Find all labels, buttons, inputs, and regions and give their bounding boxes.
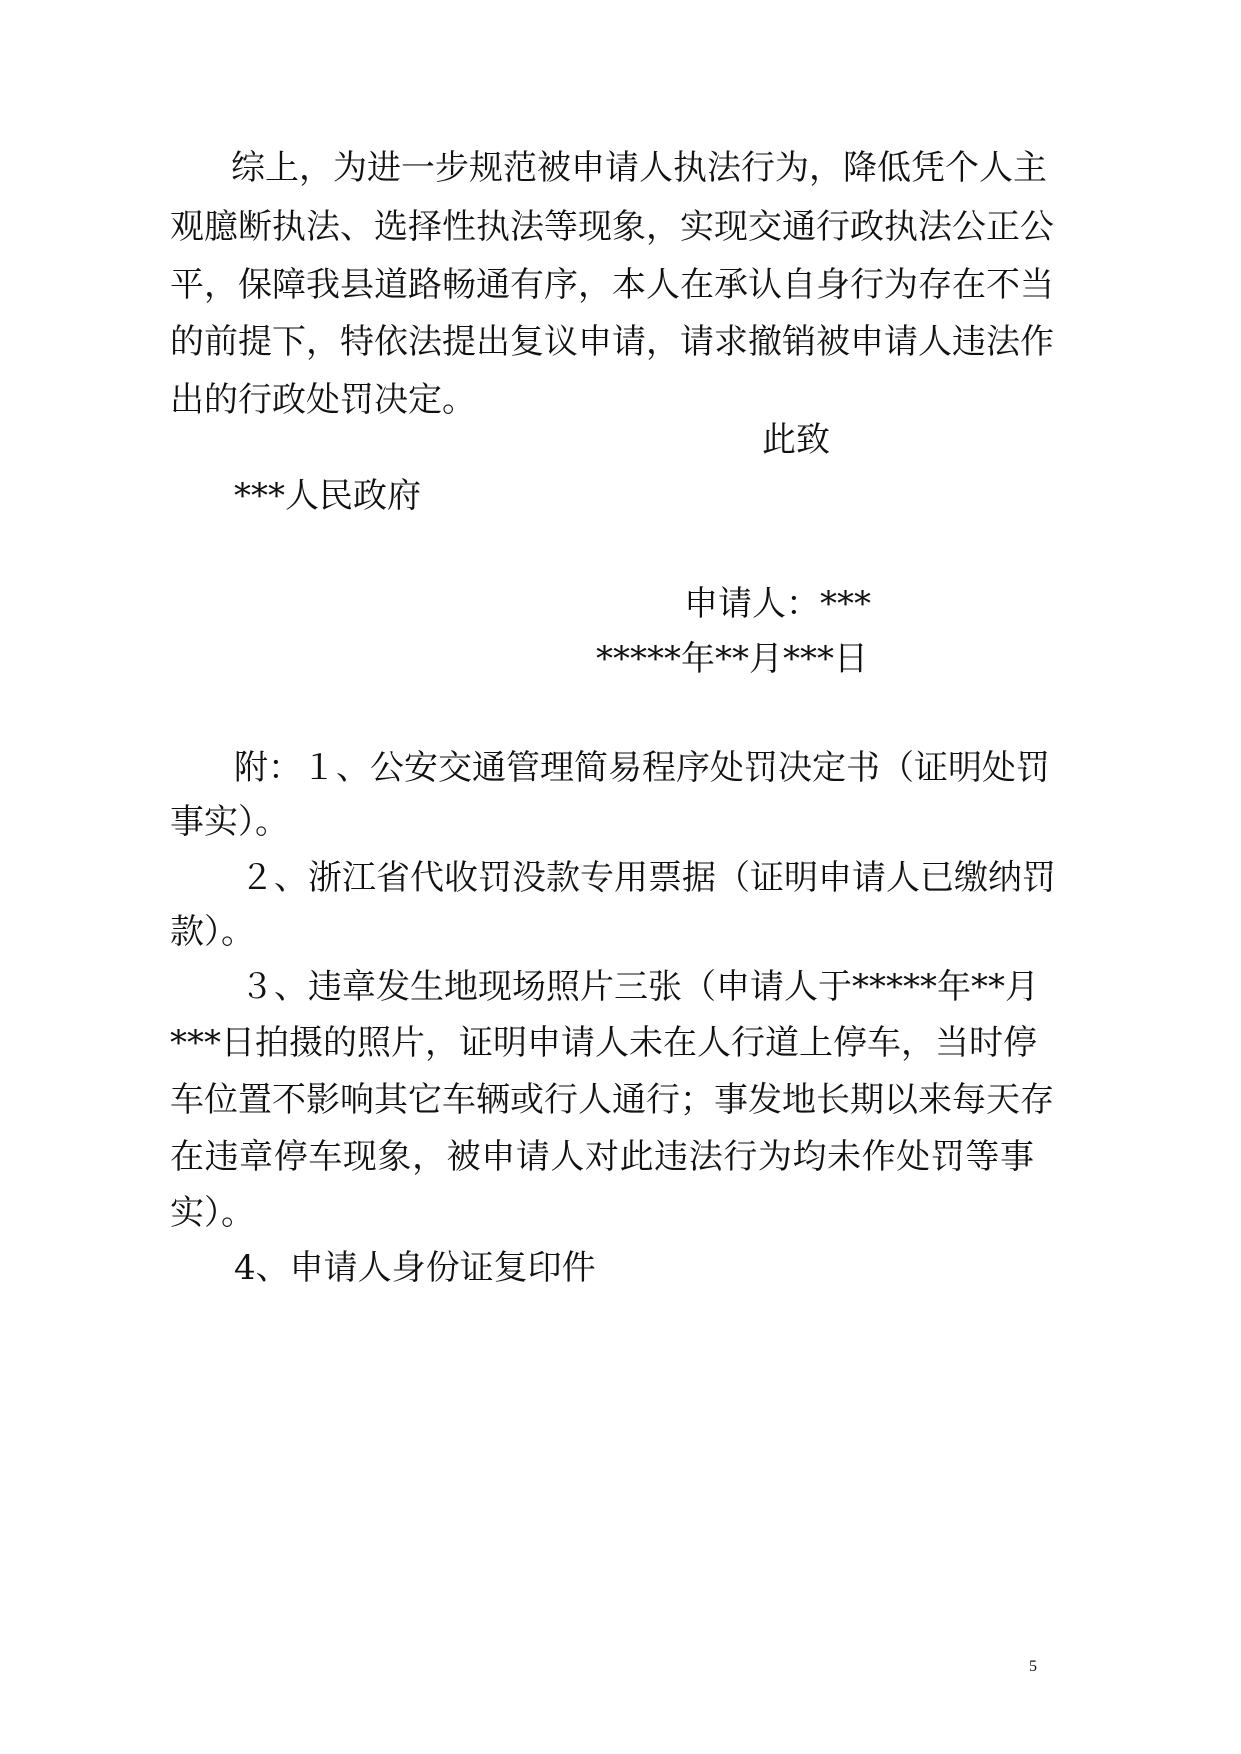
salutation: 此致 xyxy=(762,420,830,460)
page-number: 5 xyxy=(1029,1658,1037,1675)
signature-date: *****年**月***日 xyxy=(596,639,868,679)
applicant-signature: 申请人：*** xyxy=(684,584,871,624)
attachment-3-line-1: ３、违章发生地现场照片三张（申请人于*****年**月 xyxy=(240,967,1039,1007)
attachment-1-line-1: 附：１、公安交通管理简易程序处罚决定书（证明处罚 xyxy=(234,748,1050,788)
attachment-4: 4、申请人身份证复印件 xyxy=(234,1248,596,1288)
attachment-3-line-3: 车位置不影响其它车辆或行人通行；事发地长期以来每天存 xyxy=(170,1080,1054,1120)
attachment-2-line-1: ２、浙江省代收罚没款专用票据（证明申请人已缴纳罚 xyxy=(240,858,1056,898)
attachment-3-line-5: 实）。 xyxy=(170,1193,255,1233)
conclusion-line-1: 综上，为进一步规范被申请人执法行为，降低凭个人主 xyxy=(231,148,1047,188)
attachment-3-line-2: ***日拍摄的照片，证明申请人未在人行道上停车，当时停 xyxy=(170,1023,1037,1063)
conclusion-line-2: 观臆断执法、选择性执法等现象，实现交通行政执法公正公 xyxy=(170,207,1054,247)
conclusion-line-3: 平，保障我县道路畅通有序，本人在承认自身行为存在不当 xyxy=(170,265,1054,305)
attachment-2-line-2: 款）。 xyxy=(170,912,255,952)
conclusion-line-4: 的前提下，特依法提出复议申请，请求撤销被申请人违法作 xyxy=(170,322,1054,362)
conclusion-line-5: 出的行政处罚决定。 xyxy=(170,380,476,420)
attachment-1-line-2: 事实）。 xyxy=(170,802,289,842)
attachment-3-line-4: 在违章停车现象，被申请人对此违法行为均未作处罚等事 xyxy=(170,1137,1034,1177)
recipient: ***人民政府 xyxy=(234,476,421,516)
